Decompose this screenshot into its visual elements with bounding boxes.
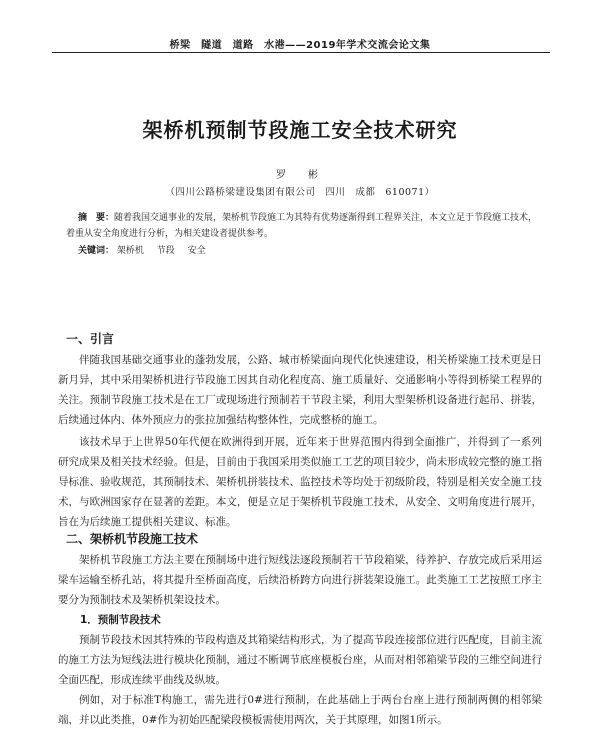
keywords-label: 关键词：: [78, 246, 115, 256]
abstract-text: 随着我国交通事业的发展，架桥机节段施工为其特有优势逐渐得到工程界关注，本文立足于节段施工技术，着重从安全角度进行分析，为相关建设者提供参考。: [66, 213, 538, 239]
paragraph: 架桥机节段施工方法主要在预制场中进行短线法逐段预制若干节段箱梁，待养护、存放完成后采用运梁车运输至桥孔站，将其提升至桥面高度，后续沿桥跨方向进行拼装架设施工。此类施工工艺按照工序主要分为预制技术及架桥机架设技术。: [58, 554, 542, 606]
keyword: 节段: [156, 246, 175, 256]
abstract-label: 摘 要：: [78, 213, 115, 223]
keyword: 安全: [187, 246, 206, 256]
header-rule: [52, 52, 550, 53]
author-name: 罗 彬: [276, 170, 324, 181]
keyword: 架桥机: [116, 246, 144, 256]
keywords: [78, 244, 538, 258]
paragraph: 该技术早于上世界50年代便在欧洲得到开展，近年来于世界范围内得到全面推广，并得到了一系列研究成果及相关技术经验。但是，目前由于我国采用类似施工工艺的项目较少，尚未形成较完整的施工指导标准、验收规范，其预制技术、架桥机拼装技术、监控技术等均处于初级阶段，特别是相关安全施工技术，与欧洲国家存在显著的差距。本文，便是立足于架桥机节段施工技术，从安全、文明角度进行展开，旨在为后续施工提供相关建议、标准。: [58, 436, 542, 528]
section-heading-introduction: 一、引言: [66, 332, 115, 346]
paragraph: 例如，对于标准T构施工，需先进行0#进行预制，在此基础上于两台台座上进行预制两侧的相邻梁端，并以此类推，0#作为初始匹配梁段模板需使用两次，关于其原理，如图1所示。: [58, 694, 542, 726]
section-heading-segment-construction: 二、架桥机节段施工技术: [66, 532, 199, 546]
abstract: [66, 210, 540, 242]
running-head: 桥梁 隧道 道路 水港——2019年学术交流会论文集: [169, 40, 431, 51]
author-affiliation: （四川公路桥梁建设集团有限公司 四川 成都 610071）: [165, 187, 435, 198]
paper-title: 架桥机预制节段施工安全技术研究: [142, 118, 458, 142]
subsection-heading-precast-segment: 1．预制节段技术: [80, 614, 161, 626]
paragraph: 预制节段技术因其特殊的节段构造及其箱梁结构形式，为了提高节段连接部位进行匹配度，目前主流的施工方法为短线法进行模块化预制，通过不断调节底座模板台座，从而对相邻箱梁节段的三维空间进行全面匹配，形成连续平曲线及纵坡。: [58, 634, 542, 686]
paragraph: 伴随我国基础交通事业的蓬勃发展，公路、城市桥梁面向现代化快速建设，相关桥梁施工技术更是日新月异，其中采用架桥机进行节段施工因其自动化程度高、施工质量好、交通影响小等得到桥梁工程界的关注。预制节段施工技术是在工厂或现场进行预制若干节段主梁，利用大型架桥机设备进行起吊、拼装，后续通过体内、体外预应力的张拉加强结构整体性，完成整桥的施工。: [58, 354, 542, 426]
